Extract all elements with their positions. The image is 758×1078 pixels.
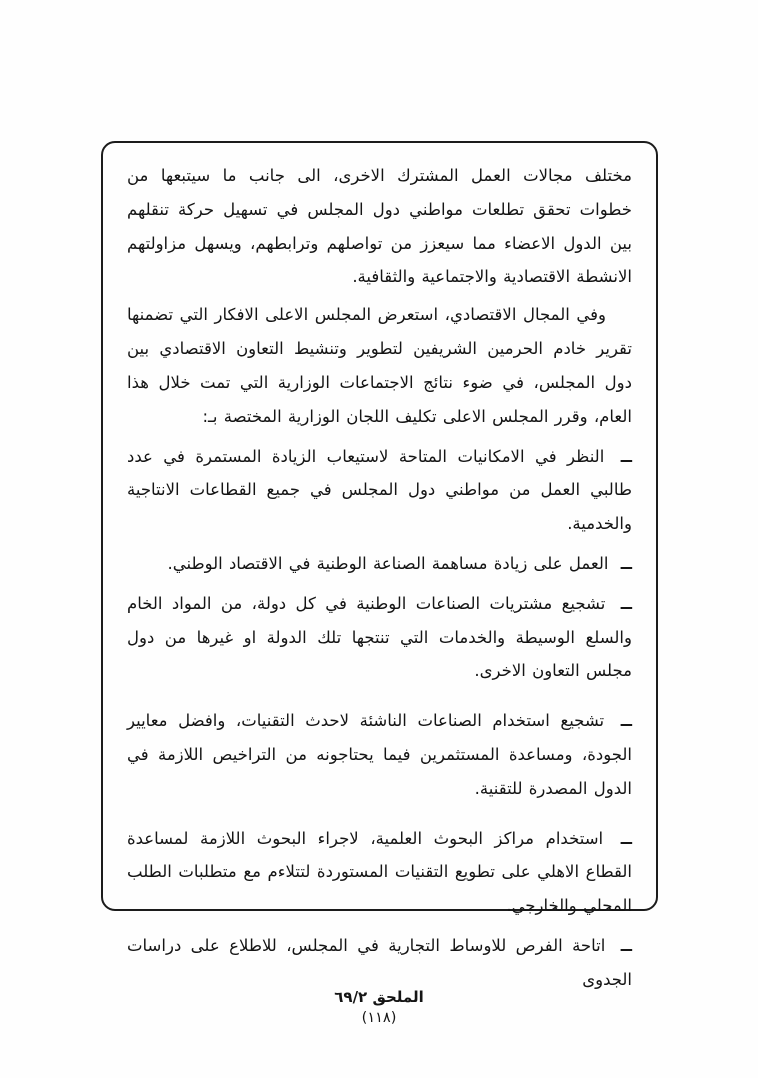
paragraph: وفي المجال الاقتصادي، استعرض المجلس الاعلى الافكار التي تضمنها تقرير خادم الحرمين الشريفين لتطوير وتنشيط التعاون الاقتصادي بين دول المجلس، في ضوء نتائج الاجتماعات الوزارية التي تمت خلال هذا العام، وقرر المجلس الاعلى تكليف اللجان الوزارية المختصة بـ: — [127, 305, 632, 426]
bullet-paragraph: ــ العمل على زيادة مساهمة الصناعة الوطنية في الاقتصاد الوطني. — [167, 553, 632, 573]
annex-label: الملحق ٦٩/٢ — [334, 988, 424, 1006]
bullet-paragraph: ــ تشجيع مشتريات الصناعات الوطنية في كل دولة، من المواد الخام والسلع الوسيطة والخدمات التي تنتجها تلك الدولة او غيرها من دول مجلس التعاون الاخرى. — [127, 593, 632, 681]
text-frame — [101, 141, 658, 989]
bullet-dash: ــ — [620, 553, 632, 573]
bullet-dash: ــ — [620, 936, 632, 956]
paragraph: مختلف مجالات العمل المشترك الاخرى، الى جانب ما سيتبعها من خطوات تحقق تطلعات مواطني دول المجلس في تسهيل حركة تنقلهم بين الدول الاعضاء مما سيعزز من تواصلهم وترابطهم، ويسهل مزاولتهم الانشطة الاقتصادية والاجتماعية والثقافية. — [127, 166, 632, 287]
bullet-dash: ــ — [620, 593, 632, 613]
page-number: (١١٨) — [361, 1009, 397, 1026]
page-footer — [0, 988, 758, 1028]
bullet-paragraph: ــ استخدام مراكز البحوث العلمية، لاجراء البحوث اللازمة لمساعدة القطاع الاهلي على تطويع التقنيات المستوردة لتتلاءم مع متطلبات الطلب المحلي والخارجي. — [127, 828, 632, 916]
bullet-dash: ــ — [620, 446, 632, 466]
text-block — [127, 159, 632, 997]
bullet-paragraph: ــ تشجيع استخدام الصناعات الناشئة لاحدث التقنيات، وافضل معايير الجودة، ومساعدة المستثمرين فيما يحتاجونه من التراخيص اللازمة في الدول المصدرة للتقنية. — [127, 711, 632, 798]
bullet-dash: ــ — [620, 711, 632, 731]
bullet-paragraph: ــ النظر في الامكانيات المتاحة لاستيعاب الزيادة المستمرة في عدد طالبي العمل من مواطني دول المجلس في جميع القطاعات الانتاجية والخدمية. — [127, 446, 632, 534]
bullet-paragraph: ــ اتاحة الفرص للاوساط التجارية في المجلس، للاطلاع على دراسات الجدوى — [127, 936, 632, 989]
bullet-dash: ــ — [620, 828, 632, 848]
